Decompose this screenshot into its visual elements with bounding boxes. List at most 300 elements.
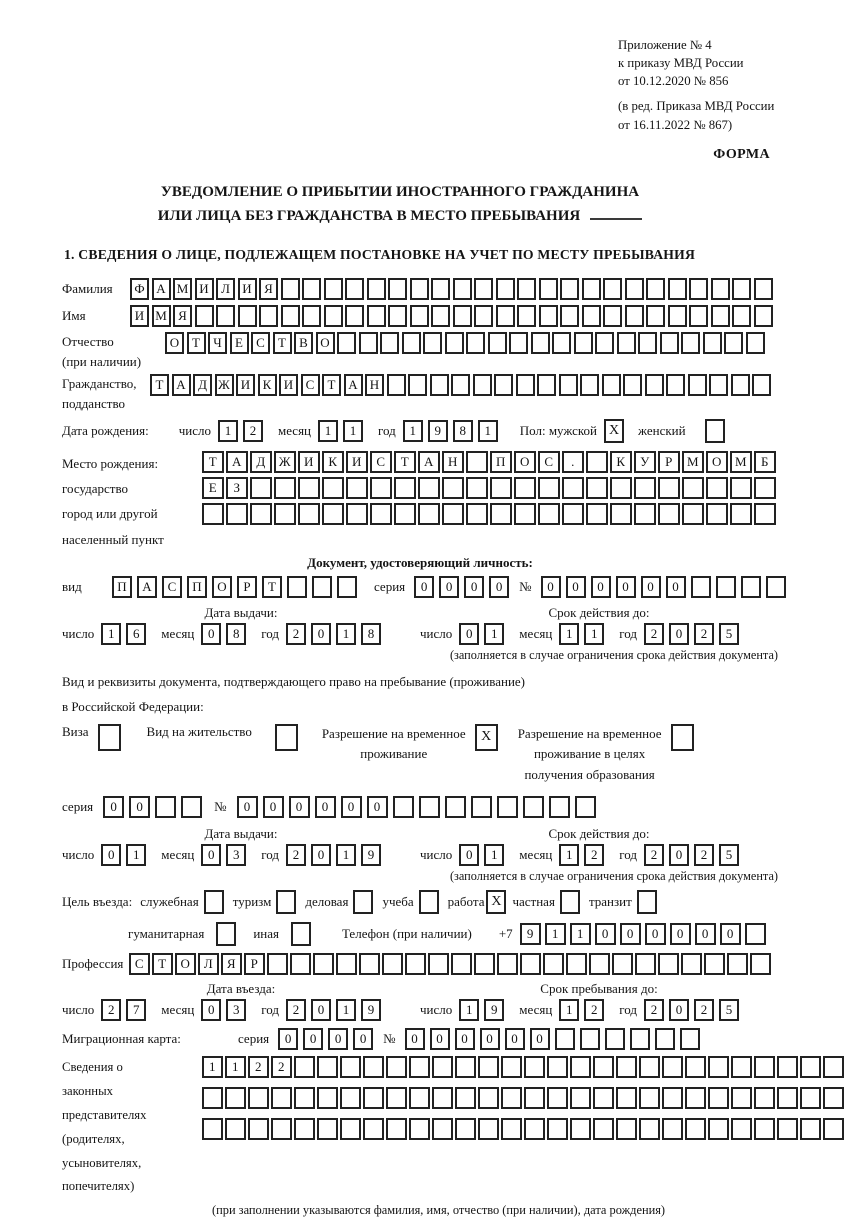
- char-cell[interactable]: [823, 1056, 844, 1078]
- checkbox-transit[interactable]: [637, 890, 657, 914]
- char-cell[interactable]: [586, 477, 608, 499]
- char-cell[interactable]: 0: [328, 1028, 348, 1050]
- char-cell[interactable]: [766, 576, 786, 598]
- char-cell[interactable]: 0: [459, 623, 479, 645]
- char-cell[interactable]: [562, 503, 584, 525]
- char-cell[interactable]: [386, 1056, 407, 1078]
- char-cell[interactable]: И: [298, 451, 320, 473]
- char-cell[interactable]: 1: [218, 420, 238, 442]
- char-cell[interactable]: [616, 1056, 637, 1078]
- checkbox-edu-permit[interactable]: [671, 724, 694, 751]
- char-cell[interactable]: 8: [226, 623, 246, 645]
- char-cell[interactable]: [662, 1118, 683, 1140]
- char-cell[interactable]: 0: [315, 796, 336, 818]
- char-cell[interactable]: 1: [459, 999, 479, 1021]
- char-cell[interactable]: 5: [719, 999, 739, 1021]
- char-cell[interactable]: [668, 305, 687, 327]
- char-cell[interactable]: [363, 1118, 384, 1140]
- char-cell[interactable]: И: [346, 451, 368, 473]
- char-cell[interactable]: 0: [311, 999, 331, 1021]
- char-cell[interactable]: [586, 503, 608, 525]
- char-cell[interactable]: [514, 477, 536, 499]
- char-cell[interactable]: [367, 278, 386, 300]
- char-cell[interactable]: [688, 374, 707, 396]
- char-cell[interactable]: 0: [480, 1028, 500, 1050]
- char-cell[interactable]: [453, 278, 472, 300]
- char-cell[interactable]: [660, 332, 679, 354]
- char-cell[interactable]: [666, 374, 685, 396]
- char-cell[interactable]: [497, 953, 518, 975]
- char-cell[interactable]: З: [226, 477, 248, 499]
- checkbox-female[interactable]: [705, 419, 725, 443]
- char-cell[interactable]: 0: [278, 1028, 298, 1050]
- char-cell[interactable]: 0: [353, 1028, 373, 1050]
- char-cell[interactable]: [639, 1056, 660, 1078]
- char-cell[interactable]: [302, 305, 321, 327]
- char-cell[interactable]: [386, 1118, 407, 1140]
- char-cell[interactable]: [405, 953, 426, 975]
- char-cell[interactable]: 0: [669, 623, 689, 645]
- char-cell[interactable]: М: [152, 305, 171, 327]
- char-cell[interactable]: [731, 1118, 752, 1140]
- char-cell[interactable]: [317, 1056, 338, 1078]
- char-cell[interactable]: [501, 1087, 522, 1109]
- char-cell[interactable]: 0: [289, 796, 310, 818]
- char-cell[interactable]: [340, 1087, 361, 1109]
- char-cell[interactable]: 0: [505, 1028, 525, 1050]
- char-cell[interactable]: Т: [202, 451, 224, 473]
- char-cell[interactable]: Е: [230, 332, 249, 354]
- char-cell[interactable]: [517, 305, 536, 327]
- char-cell[interactable]: Р: [244, 953, 265, 975]
- char-cell[interactable]: [623, 374, 642, 396]
- char-cell[interactable]: [708, 1118, 729, 1140]
- char-cell[interactable]: [547, 1118, 568, 1140]
- char-cell[interactable]: С: [538, 451, 560, 473]
- char-cell[interactable]: 0: [303, 1028, 323, 1050]
- char-cell[interactable]: [543, 953, 564, 975]
- char-cell[interactable]: [732, 305, 751, 327]
- char-cell[interactable]: [582, 305, 601, 327]
- char-cell[interactable]: [547, 1056, 568, 1078]
- char-cell[interactable]: [312, 576, 332, 598]
- char-cell[interactable]: [580, 1028, 600, 1050]
- char-cell[interactable]: 2: [584, 844, 604, 866]
- char-cell[interactable]: [418, 477, 440, 499]
- char-cell[interactable]: О: [706, 451, 728, 473]
- char-cell[interactable]: 0: [669, 999, 689, 1021]
- char-cell[interactable]: [509, 332, 528, 354]
- char-cell[interactable]: Т: [150, 374, 169, 396]
- char-cell[interactable]: [711, 278, 730, 300]
- char-cell[interactable]: 0: [341, 796, 362, 818]
- char-cell[interactable]: [294, 1056, 315, 1078]
- char-cell[interactable]: [418, 503, 440, 525]
- char-cell[interactable]: [662, 1087, 683, 1109]
- char-cell[interactable]: [668, 278, 687, 300]
- char-cell[interactable]: [603, 278, 622, 300]
- char-cell[interactable]: [741, 576, 761, 598]
- char-cell[interactable]: [313, 953, 334, 975]
- char-cell[interactable]: 1: [225, 1056, 246, 1078]
- char-cell[interactable]: [625, 305, 644, 327]
- char-cell[interactable]: [593, 1087, 614, 1109]
- char-cell[interactable]: С: [370, 451, 392, 473]
- char-cell[interactable]: О: [514, 451, 536, 473]
- char-cell[interactable]: [336, 953, 357, 975]
- char-cell[interactable]: М: [682, 451, 704, 473]
- char-cell[interactable]: 9: [520, 923, 541, 945]
- char-cell[interactable]: 0: [103, 796, 124, 818]
- char-cell[interactable]: [634, 477, 656, 499]
- char-cell[interactable]: [345, 305, 364, 327]
- char-cell[interactable]: [340, 1118, 361, 1140]
- char-cell[interactable]: [570, 1087, 591, 1109]
- char-cell[interactable]: [274, 477, 296, 499]
- char-cell[interactable]: 2: [644, 623, 664, 645]
- char-cell[interactable]: А: [418, 451, 440, 473]
- char-cell[interactable]: [560, 278, 579, 300]
- char-cell[interactable]: 9: [361, 844, 381, 866]
- char-cell[interactable]: [800, 1087, 821, 1109]
- char-cell[interactable]: [602, 374, 621, 396]
- char-cell[interactable]: 0: [530, 1028, 550, 1050]
- char-cell[interactable]: [250, 503, 272, 525]
- char-cell[interactable]: [478, 1056, 499, 1078]
- char-cell[interactable]: [754, 1056, 775, 1078]
- char-cell[interactable]: [474, 278, 493, 300]
- char-cell[interactable]: 1: [484, 623, 504, 645]
- char-cell[interactable]: Н: [365, 374, 384, 396]
- char-cell[interactable]: [259, 305, 278, 327]
- char-cell[interactable]: [754, 503, 776, 525]
- char-cell[interactable]: 0: [430, 1028, 450, 1050]
- char-cell[interactable]: [340, 1056, 361, 1078]
- char-cell[interactable]: 1: [126, 844, 146, 866]
- char-cell[interactable]: [409, 1087, 430, 1109]
- char-cell[interactable]: А: [152, 278, 171, 300]
- char-cell[interactable]: [181, 796, 202, 818]
- char-cell[interactable]: [202, 503, 224, 525]
- char-cell[interactable]: [682, 503, 704, 525]
- char-cell[interactable]: [155, 796, 176, 818]
- char-cell[interactable]: [575, 796, 596, 818]
- char-cell[interactable]: [616, 1118, 637, 1140]
- char-cell[interactable]: [754, 1087, 775, 1109]
- char-cell[interactable]: 9: [361, 999, 381, 1021]
- char-cell[interactable]: [746, 332, 765, 354]
- char-cell[interactable]: [524, 1087, 545, 1109]
- char-cell[interactable]: [555, 1028, 575, 1050]
- checkbox-residence-permit[interactable]: [275, 724, 298, 751]
- char-cell[interactable]: [800, 1118, 821, 1140]
- char-cell[interactable]: [466, 477, 488, 499]
- char-cell[interactable]: [593, 1056, 614, 1078]
- char-cell[interactable]: [442, 477, 464, 499]
- char-cell[interactable]: [681, 953, 702, 975]
- char-cell[interactable]: 1: [343, 420, 363, 442]
- char-cell[interactable]: 0: [101, 844, 121, 866]
- char-cell[interactable]: [294, 1087, 315, 1109]
- char-cell[interactable]: [324, 305, 343, 327]
- char-cell[interactable]: Д: [193, 374, 212, 396]
- char-cell[interactable]: [490, 477, 512, 499]
- char-cell[interactable]: [724, 332, 743, 354]
- char-cell[interactable]: [709, 374, 728, 396]
- char-cell[interactable]: С: [251, 332, 270, 354]
- char-cell[interactable]: [574, 332, 593, 354]
- char-cell[interactable]: [409, 1118, 430, 1140]
- char-cell[interactable]: Т: [273, 332, 292, 354]
- char-cell[interactable]: Б: [754, 451, 776, 473]
- char-cell[interactable]: 2: [584, 999, 604, 1021]
- char-cell[interactable]: 0: [669, 844, 689, 866]
- char-cell[interactable]: [388, 305, 407, 327]
- char-cell[interactable]: [370, 503, 392, 525]
- checkbox-private[interactable]: [560, 890, 580, 914]
- char-cell[interactable]: О: [175, 953, 196, 975]
- char-cell[interactable]: [638, 332, 657, 354]
- char-cell[interactable]: [445, 332, 464, 354]
- char-cell[interactable]: С: [162, 576, 182, 598]
- char-cell[interactable]: [455, 1087, 476, 1109]
- char-cell[interactable]: 1: [202, 1056, 223, 1078]
- char-cell[interactable]: 2: [694, 623, 714, 645]
- char-cell[interactable]: [634, 503, 656, 525]
- char-cell[interactable]: К: [258, 374, 277, 396]
- char-cell[interactable]: [473, 374, 492, 396]
- char-cell[interactable]: [267, 953, 288, 975]
- char-cell[interactable]: [317, 1118, 338, 1140]
- char-cell[interactable]: 2: [248, 1056, 269, 1078]
- char-cell[interactable]: 2: [286, 623, 306, 645]
- char-cell[interactable]: [589, 953, 610, 975]
- char-cell[interactable]: Я: [173, 305, 192, 327]
- char-cell[interactable]: [524, 1056, 545, 1078]
- char-cell[interactable]: [685, 1118, 706, 1140]
- char-cell[interactable]: [216, 305, 235, 327]
- char-cell[interactable]: [290, 953, 311, 975]
- char-cell[interactable]: [423, 332, 442, 354]
- char-cell[interactable]: У: [634, 451, 656, 473]
- char-cell[interactable]: [685, 1087, 706, 1109]
- char-cell[interactable]: П: [112, 576, 132, 598]
- char-cell[interactable]: [455, 1118, 476, 1140]
- char-cell[interactable]: [582, 278, 601, 300]
- char-cell[interactable]: 9: [484, 999, 504, 1021]
- char-cell[interactable]: [680, 1028, 700, 1050]
- char-cell[interactable]: [274, 503, 296, 525]
- char-cell[interactable]: .: [562, 451, 584, 473]
- char-cell[interactable]: [451, 953, 472, 975]
- char-cell[interactable]: [302, 278, 321, 300]
- char-cell[interactable]: А: [137, 576, 157, 598]
- char-cell[interactable]: 2: [694, 844, 714, 866]
- char-cell[interactable]: 1: [559, 999, 579, 1021]
- char-cell[interactable]: [730, 477, 752, 499]
- char-cell[interactable]: [432, 1056, 453, 1078]
- char-cell[interactable]: [754, 305, 773, 327]
- char-cell[interactable]: [248, 1087, 269, 1109]
- char-cell[interactable]: [731, 1056, 752, 1078]
- char-cell[interactable]: [387, 374, 406, 396]
- char-cell[interactable]: [382, 953, 403, 975]
- checkbox-other[interactable]: [291, 922, 311, 946]
- char-cell[interactable]: 2: [243, 420, 263, 442]
- char-cell[interactable]: [367, 305, 386, 327]
- char-cell[interactable]: [685, 1056, 706, 1078]
- char-cell[interactable]: 1: [584, 623, 604, 645]
- char-cell[interactable]: [324, 278, 343, 300]
- char-cell[interactable]: 0: [201, 844, 221, 866]
- char-cell[interactable]: [363, 1056, 384, 1078]
- char-cell[interactable]: П: [490, 451, 512, 473]
- char-cell[interactable]: [562, 477, 584, 499]
- char-cell[interactable]: 0: [489, 576, 509, 598]
- char-cell[interactable]: [271, 1118, 292, 1140]
- checkbox-study[interactable]: [419, 890, 439, 914]
- char-cell[interactable]: 0: [670, 923, 691, 945]
- char-cell[interactable]: [547, 1087, 568, 1109]
- char-cell[interactable]: О: [165, 332, 184, 354]
- char-cell[interactable]: [281, 278, 300, 300]
- char-cell[interactable]: [754, 1118, 775, 1140]
- char-cell[interactable]: В: [294, 332, 313, 354]
- checkbox-tourism[interactable]: [276, 890, 296, 914]
- char-cell[interactable]: [777, 1087, 798, 1109]
- char-cell[interactable]: А: [172, 374, 191, 396]
- char-cell[interactable]: [453, 305, 472, 327]
- char-cell[interactable]: [410, 305, 429, 327]
- char-cell[interactable]: [658, 503, 680, 525]
- char-cell[interactable]: 0: [439, 576, 459, 598]
- char-cell[interactable]: [410, 278, 429, 300]
- char-cell[interactable]: [478, 1118, 499, 1140]
- char-cell[interactable]: [408, 374, 427, 396]
- char-cell[interactable]: [586, 451, 608, 473]
- char-cell[interactable]: 0: [311, 623, 331, 645]
- char-cell[interactable]: С: [301, 374, 320, 396]
- char-cell[interactable]: [322, 477, 344, 499]
- char-cell[interactable]: [610, 503, 632, 525]
- char-cell[interactable]: Р: [237, 576, 257, 598]
- char-cell[interactable]: [501, 1056, 522, 1078]
- char-cell[interactable]: 1: [478, 420, 498, 442]
- char-cell[interactable]: Я: [221, 953, 242, 975]
- char-cell[interactable]: 8: [361, 623, 381, 645]
- char-cell[interactable]: [523, 796, 544, 818]
- char-cell[interactable]: [202, 1087, 223, 1109]
- char-cell[interactable]: [322, 503, 344, 525]
- checkbox-official[interactable]: [204, 890, 224, 914]
- char-cell[interactable]: А: [226, 451, 248, 473]
- char-cell[interactable]: [380, 332, 399, 354]
- checkbox-visa[interactable]: [98, 724, 121, 751]
- char-cell[interactable]: 1: [559, 844, 579, 866]
- char-cell[interactable]: Н: [442, 451, 464, 473]
- char-cell[interactable]: [474, 953, 495, 975]
- char-cell[interactable]: [706, 477, 728, 499]
- char-cell[interactable]: 0: [414, 576, 434, 598]
- char-cell[interactable]: [359, 332, 378, 354]
- char-cell[interactable]: [524, 1118, 545, 1140]
- char-cell[interactable]: [559, 374, 578, 396]
- char-cell[interactable]: [516, 374, 535, 396]
- char-cell[interactable]: И: [279, 374, 298, 396]
- char-cell[interactable]: [281, 305, 300, 327]
- char-cell[interactable]: [538, 503, 560, 525]
- char-cell[interactable]: [490, 503, 512, 525]
- char-cell[interactable]: 0: [645, 923, 666, 945]
- char-cell[interactable]: [605, 1028, 625, 1050]
- char-cell[interactable]: [501, 1118, 522, 1140]
- char-cell[interactable]: И: [236, 374, 255, 396]
- char-cell[interactable]: [442, 503, 464, 525]
- char-cell[interactable]: [428, 953, 449, 975]
- char-cell[interactable]: 0: [405, 1028, 425, 1050]
- char-cell[interactable]: [625, 278, 644, 300]
- char-cell[interactable]: 0: [566, 576, 586, 598]
- char-cell[interactable]: 0: [455, 1028, 475, 1050]
- char-cell[interactable]: 0: [201, 623, 221, 645]
- char-cell[interactable]: 1: [336, 844, 356, 866]
- char-cell[interactable]: [431, 278, 450, 300]
- char-cell[interactable]: [704, 953, 725, 975]
- char-cell[interactable]: [531, 332, 550, 354]
- char-cell[interactable]: [225, 1118, 246, 1140]
- char-cell[interactable]: 0: [641, 576, 661, 598]
- char-cell[interactable]: О: [212, 576, 232, 598]
- char-cell[interactable]: И: [195, 278, 214, 300]
- char-cell[interactable]: Ж: [215, 374, 234, 396]
- char-cell[interactable]: 0: [620, 923, 641, 945]
- char-cell[interactable]: 2: [644, 844, 664, 866]
- char-cell[interactable]: Л: [198, 953, 219, 975]
- char-cell[interactable]: [593, 1118, 614, 1140]
- char-cell[interactable]: [752, 374, 771, 396]
- char-cell[interactable]: [708, 1056, 729, 1078]
- char-cell[interactable]: [645, 374, 664, 396]
- char-cell[interactable]: [225, 1087, 246, 1109]
- char-cell[interactable]: 1: [484, 844, 504, 866]
- char-cell[interactable]: 0: [591, 576, 611, 598]
- char-cell[interactable]: 0: [201, 999, 221, 1021]
- char-cell[interactable]: [549, 796, 570, 818]
- char-cell[interactable]: 2: [286, 844, 306, 866]
- char-cell[interactable]: [346, 477, 368, 499]
- char-cell[interactable]: 5: [719, 844, 739, 866]
- char-cell[interactable]: [727, 953, 748, 975]
- char-cell[interactable]: [646, 278, 665, 300]
- char-cell[interactable]: И: [130, 305, 149, 327]
- char-cell[interactable]: [658, 477, 680, 499]
- checkbox-work[interactable]: X: [486, 890, 506, 914]
- char-cell[interactable]: [248, 1118, 269, 1140]
- checkbox-temp-permit[interactable]: X: [475, 724, 498, 751]
- char-cell[interactable]: [706, 503, 728, 525]
- char-cell[interactable]: [639, 1118, 660, 1140]
- char-cell[interactable]: [298, 503, 320, 525]
- char-cell[interactable]: Ч: [208, 332, 227, 354]
- char-cell[interactable]: [419, 796, 440, 818]
- char-cell[interactable]: [432, 1118, 453, 1140]
- char-cell[interactable]: [681, 332, 700, 354]
- char-cell[interactable]: [466, 332, 485, 354]
- char-cell[interactable]: [195, 305, 214, 327]
- char-cell[interactable]: [494, 374, 513, 396]
- char-cell[interactable]: 0: [541, 576, 561, 598]
- char-cell[interactable]: [359, 953, 380, 975]
